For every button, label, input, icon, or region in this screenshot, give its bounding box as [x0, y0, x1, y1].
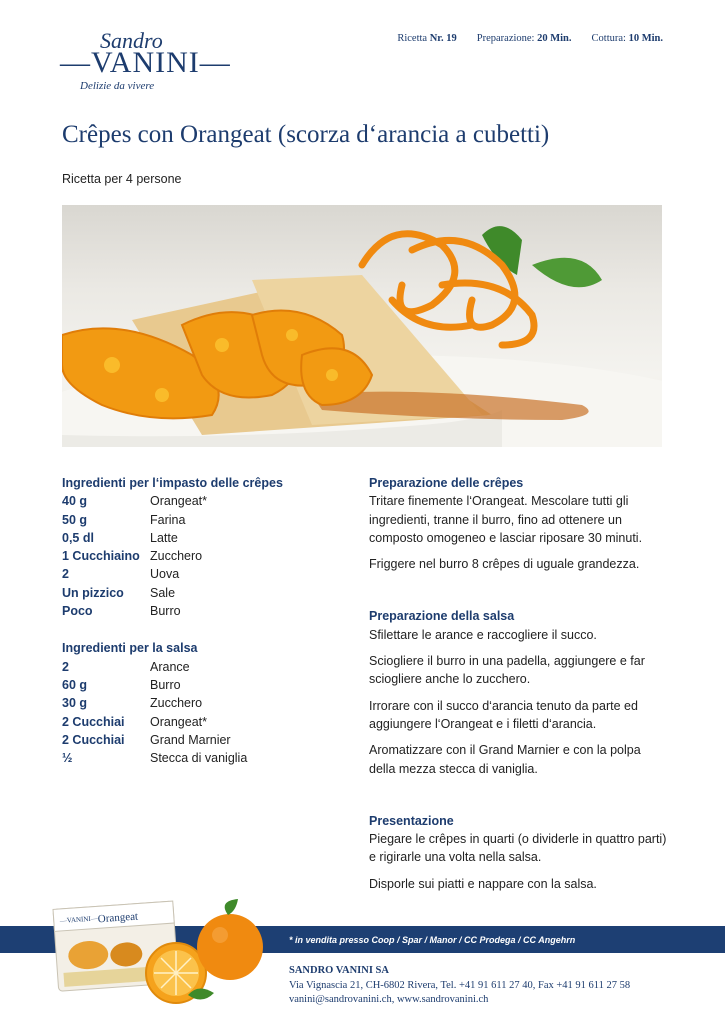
sauce-ingredients-heading: Ingredienti per la salsa — [62, 641, 198, 656]
ingredient-row: ½ Stecca di vaniglia — [62, 751, 248, 766]
product-image — [48, 895, 288, 1015]
company-address — [289, 979, 630, 1007]
address-line: Via Vignascia 21, CH-6802 Rivera, Tel. +41 91 611 27 40, Fax +41 91 611 27 58 — [289, 980, 631, 991]
instruction-paragraph: Friggere nel burro 8 crêpes di uguale grandezza. — [369, 557, 640, 572]
servings: Ricetta per 4 persone — [62, 172, 182, 186]
sauce-prep-heading: Preparazione della salsa — [369, 609, 515, 624]
ingredient-row: 30 g Zucchero — [62, 696, 203, 711]
ingredients-column — [62, 474, 342, 767]
ingredient-row: 0,5 dl Latte — [62, 530, 178, 545]
cook-time: Cottura: 10 Min. — [591, 33, 663, 44]
instructions-column — [369, 474, 669, 901]
ingredient-row: 2 Uova — [62, 567, 180, 582]
prep-time: Preparazione: 20 Min. — [476, 33, 572, 44]
ingredient-row: 40 g Orangeat* — [62, 494, 207, 509]
instruction-paragraph: Tritare finemente l‘Orangeat. Mescolare tutti gli ingredienti, tranne il burro, fino ad ottenere un composto omogeneo e lasciar riposare 30 minuti. — [369, 494, 643, 545]
instruction-paragraph: Piegare le crêpes in quarti (o dividerle in quattro parti) e rigirarle una volta nella salsa. — [369, 832, 667, 865]
page-title: Crêpes con Orangeat (scorza d‘arancia a cubetti) — [62, 121, 550, 148]
contact-line: vanini@sandrovanini.ch, www.sandrovanini.ch — [289, 994, 489, 1005]
crepes-ingredients-heading: Ingredienti per l‘impasto delle crêpes — [62, 476, 283, 490]
instruction-paragraph: Disporle sui piatti e nappare con la salsa. — [369, 876, 597, 891]
ingredient-row: Poco Burro — [62, 604, 181, 619]
instruction-paragraph: Aromatizzare con il Grand Marnier e con la polpa della mezza stecca di vaniglia. — [369, 743, 641, 776]
ingredient-row: 2 Arance — [62, 659, 190, 674]
ingredient-row: 2 Cucchiai Orangeat* — [62, 714, 207, 729]
instruction-paragraph: Irrorare con il succo d‘arancia tenuto da parte ed aggiungere l‘Orangeat e i filetti d‘arancia. — [369, 698, 638, 731]
availability-note: * in vendita presso Coop / Spar / Manor / CC Prodega / CC Angehrn — [289, 935, 576, 945]
svg-text:—VANINI—: —VANINI— — [59, 914, 99, 925]
logo-script: Sandro — [100, 28, 163, 53]
presentation-heading: Presentazione — [369, 813, 454, 828]
ingredient-row: Un pizzico Sale — [62, 585, 176, 600]
brand-logo — [60, 28, 231, 98]
instruction-paragraph: Sciogliere il burro in una padella, aggiungere e far sciogliere anche lo zucchero. — [369, 654, 645, 687]
recipe-meta — [397, 33, 663, 44]
ingredient-row: 2 Cucchiai Grand Marnier — [62, 732, 231, 747]
recipe-photo — [62, 205, 662, 447]
ingredient-row: 50 g Farina — [62, 512, 186, 527]
ingredient-row: 60 g Burro — [62, 677, 181, 692]
logo-brand: —VANINI— — [60, 46, 231, 79]
company-name: SANDRO VANINI SA — [289, 965, 389, 976]
crepes-prep-heading: Preparazione delle crêpes — [369, 476, 524, 490]
ingredient-row: 1 Cucchiaino Zucchero — [62, 549, 203, 564]
product-label: Orangeat — [97, 910, 139, 926]
recipe-number: Ricetta Nr. 19 — [397, 33, 457, 44]
instruction-paragraph: Sfilettare le arance e raccogliere il succo. — [369, 627, 597, 642]
logo-tagline: Delizie da vivere — [80, 80, 155, 92]
